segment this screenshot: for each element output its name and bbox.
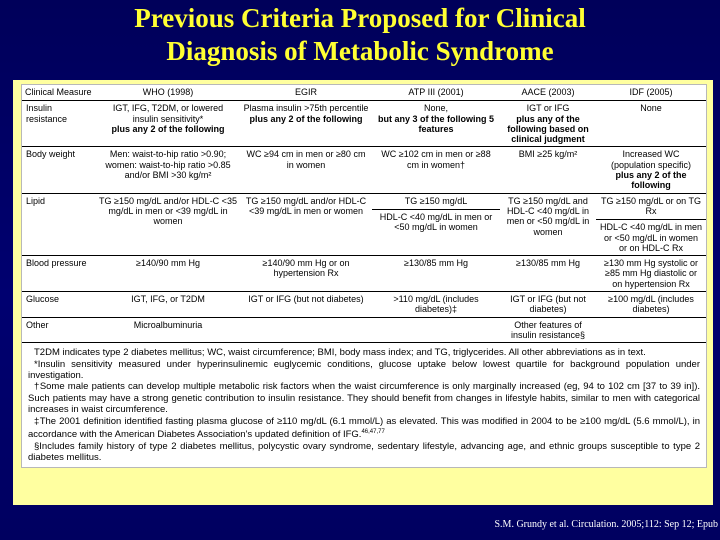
footnote-abbreviations: T2DM indicates type 2 diabetes mellitus; WC, waist circumference; BMI, body mass index; and TG, triglycerides. All other abbreviations as in text. <box>34 347 646 359</box>
cell-divider <box>372 209 500 210</box>
cell-text: TG ≥150 mg/dL or on TG Rx <box>601 195 701 216</box>
cell-aace: BMI ≥25 kg/m² <box>500 147 596 193</box>
cell-text: Plasma insulin >75th percentile <box>243 103 369 114</box>
header-who: WHO (1998) <box>96 85 240 101</box>
cell-idf <box>596 147 706 193</box>
cell-divider <box>596 219 706 220</box>
criteria-table-box <box>21 84 707 468</box>
table-footnotes <box>22 343 706 467</box>
measure-label: Glucose <box>22 292 96 318</box>
row-insulin-resistance <box>22 101 706 147</box>
cell-who: IGT, IFG, or T2DM <box>96 292 240 318</box>
header-clinical-measure: Clinical Measure <box>22 85 96 101</box>
footnote-text: ‡The 2001 definition identified fasting plasma glucose of ≥110 mg/dL (6.1 mmol/L) as elevated. This was modified in 2004 to be ≥100 mg/dL (5.6 mmol/L), in accordance with the American Diabetes Association's updated definition of IFG. <box>28 415 700 441</box>
cell-text: HDL-C <40 mg/dL in men or <50 mg/dL in women or on HDL-C Rx <box>600 222 702 253</box>
cell-atp: ≥130/85 mm Hg <box>372 256 500 292</box>
footnote-refs: 46,47,77 <box>361 429 385 436</box>
cell-text: IGT or IFG <box>526 103 570 114</box>
cell-aace: Other features of insulin resistance§ <box>500 317 596 343</box>
cell-atp <box>372 317 500 343</box>
cell-egir: WC ≥94 cm in men or ≥80 cm in women <box>240 147 372 193</box>
measure-label: Body weight <box>22 147 96 193</box>
cell-atp: WC ≥102 cm in men or ≥88 cm in women† <box>372 147 500 193</box>
cell-aace: TG ≥150 mg/dL and HDL-C <40 mg/dL in men or <50 mg/dL in women <box>500 193 596 255</box>
row-body-weight <box>22 147 706 193</box>
title-line-1: Previous Criteria Proposed for Clinical <box>134 3 586 33</box>
row-lipid <box>22 193 706 255</box>
cell-bold-text: plus any 2 of the following <box>111 123 225 134</box>
cell-egir: ≥140/90 mm Hg or on hypertension Rx <box>240 256 372 292</box>
footnote-waist: †Some male patients can develop multiple metabolic risk factors when the waist circumference is only marginally increased (eg, 94 to 102 cm [37 to 39 in]). Such patients may have a strong genetic contribution to insulin resistance. They should benefit from changes in lifestyle habits, similar to men with categorical increases in waist circumference. <box>28 381 700 416</box>
cell-who: Men: waist-to-hip ratio >0.90; women: waist-to-hip ratio >0.85 and/or BMI >30 kg/m² <box>96 147 240 193</box>
cell-aace: IGT or IFG (but not diabetes) <box>500 292 596 318</box>
cell-text: TG ≥150 mg/dL <box>404 195 468 206</box>
cell-text: Increased WC (population specific) <box>610 149 692 170</box>
cell-idf: None <box>596 101 706 147</box>
cell-idf <box>596 193 706 255</box>
cell-who: ≥140/90 mm Hg <box>96 256 240 292</box>
table-panel <box>13 80 713 505</box>
row-glucose <box>22 292 706 318</box>
footnote-insulin-sensitivity: *Insulin sensitivity measured under hyperinsulinemic euglycemic conditions, glucose uptake below lowest quartile for background population under investigation. <box>28 358 700 382</box>
cell-aace: ≥130/85 mm Hg <box>500 256 596 292</box>
cell-egir <box>240 101 372 147</box>
cell-atp <box>372 101 500 147</box>
row-blood-pressure <box>22 256 706 292</box>
cell-who: Microalbuminuria <box>96 317 240 343</box>
cell-text: IGT, IFG, T2DM, or lowered insulin sensitivity* <box>112 103 224 124</box>
footnote-glucose <box>28 416 700 441</box>
header-idf: IDF (2005) <box>596 85 706 101</box>
criteria-table <box>22 85 706 343</box>
cell-bold-text: but any 3 of the following 5 features <box>378 113 494 134</box>
header-atp: ATP III (2001) <box>372 85 500 101</box>
cell-idf: ≥130 mm Hg systolic or ≥85 mm Hg diastolic or on hypertension Rx <box>596 256 706 292</box>
cell-aace <box>500 101 596 147</box>
cell-who: TG ≥150 mg/dL and/or HDL-C <35 mg/dL in men or <39 mg/dL in women <box>96 193 240 255</box>
cell-text: HDL-C <40 mg/dL in men or <50 mg/dL in women <box>379 211 493 233</box>
slide-title <box>0 2 720 68</box>
header-egir: EGIR <box>240 85 372 101</box>
measure-label: Blood pressure <box>22 256 96 292</box>
cell-idf: ≥100 mg/dL (includes diabetes) <box>596 292 706 318</box>
footnote-other-features: §Includes family history of type 2 diabetes mellitus, polycystic ovary syndrome, sedentary lifestyle, advancing age, and ethnic groups susceptible to type 2 diabetes mellitus. <box>28 440 700 464</box>
cell-bold-text: plus any of the following based on clinical judgment <box>507 113 589 145</box>
cell-text: None, <box>423 103 449 114</box>
measure-label: Insulin resistance <box>22 101 96 147</box>
cell-who <box>96 101 240 147</box>
cell-egir: TG ≥150 mg/dL and/or HDL-C <39 mg/dL in men or women <box>240 193 372 255</box>
table-header-row <box>22 85 706 101</box>
measure-label: Other <box>22 317 96 343</box>
header-aace: AACE (2003) <box>500 85 596 101</box>
cell-bold-text: plus any 2 of the following <box>615 170 687 191</box>
cell-atp: >110 mg/dL (includes diabetes)‡ <box>372 292 500 318</box>
cell-idf <box>596 317 706 343</box>
cell-egir <box>240 317 372 343</box>
cell-atp <box>372 193 500 255</box>
citation: S.M. Grundy et al. Circulation. 2005;112: Sep 12; Epub <box>494 519 718 530</box>
row-other <box>22 317 706 343</box>
cell-bold-text: plus any 2 of the following <box>249 113 363 124</box>
title-line-2: Diagnosis of Metabolic Syndrome <box>166 36 554 66</box>
measure-label: Lipid <box>22 193 96 255</box>
cell-egir: IGT or IFG (but not diabetes) <box>240 292 372 318</box>
